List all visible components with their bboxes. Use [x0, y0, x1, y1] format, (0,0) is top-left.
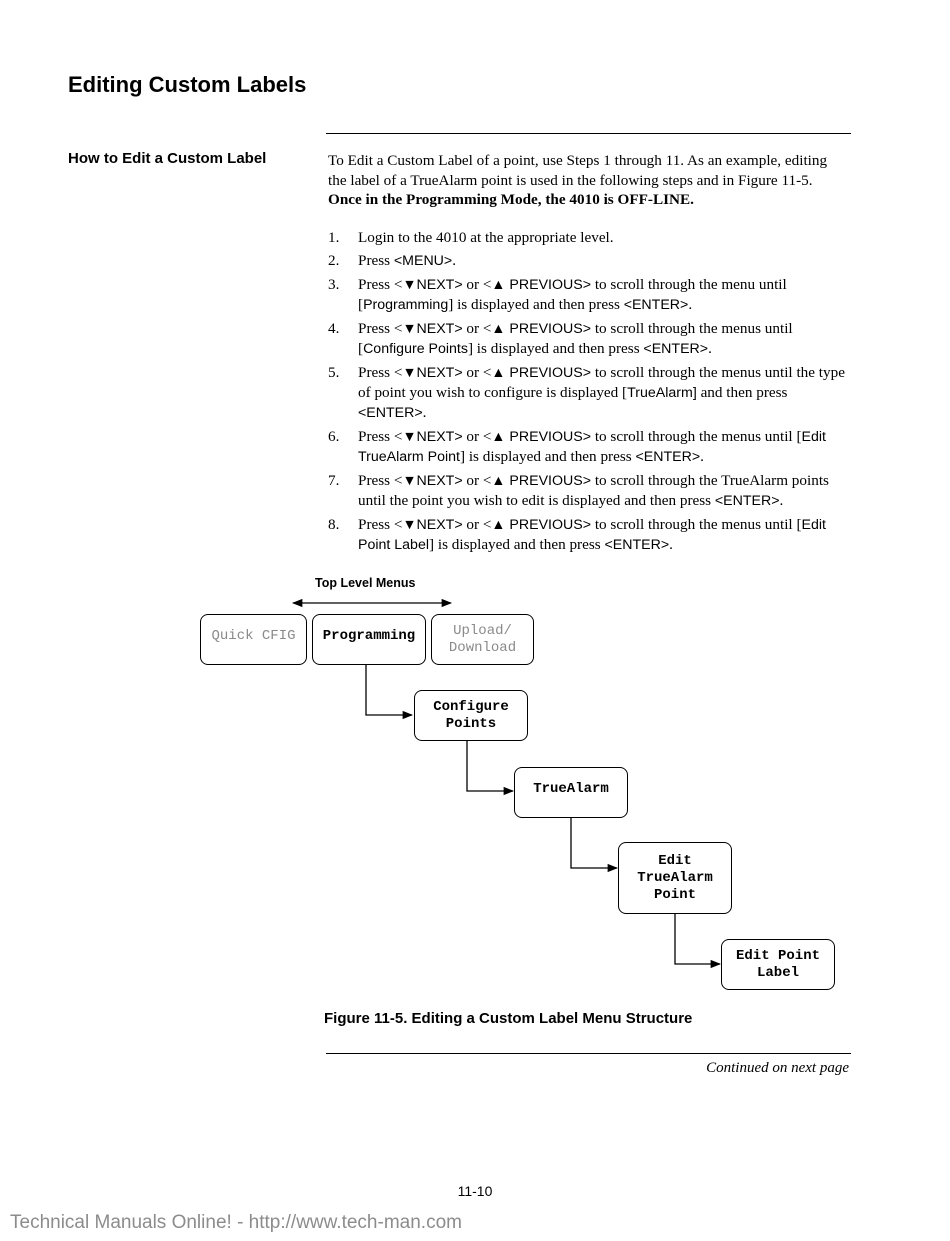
step-ui-text: ▼NEXT> [402, 473, 463, 489]
step-ui-text: ▲ PREVIOUS> [491, 277, 592, 293]
step-text: to scroll through the menus until [ [591, 428, 802, 445]
step-text: ] is displayed and then press [448, 296, 624, 313]
step-text: Press < [358, 364, 403, 381]
step-text: . [452, 252, 457, 269]
step-number: 3. [328, 276, 340, 293]
page-number: 11-10 [457, 1183, 493, 1199]
step-item [328, 275, 851, 315]
step-ui-text: Programming [363, 297, 449, 313]
truealarm-box: TrueAlarm [514, 767, 628, 818]
step-item [328, 228, 851, 247]
step-ui-text: ▲ PREVIOUS> [491, 365, 592, 381]
step-ui-text: <ENTER> [604, 537, 670, 553]
intro-warning: Once in the Programming Mode, the 4010 is OFF-LINE. [328, 191, 694, 208]
step-ui-text: Edit Point Label [358, 517, 826, 553]
step-text: . [688, 296, 693, 313]
step-text: to scroll through the menus until the type of point you wish to configure is displayed [ [358, 364, 845, 401]
edit-point-label-box: Edit Point Label [721, 939, 835, 990]
step-text: . [708, 340, 712, 357]
step-ui-text: ▲ PREVIOUS> [491, 473, 592, 489]
step-ui-text: ▼NEXT> [402, 365, 463, 381]
step-text: Press < [358, 276, 403, 293]
step-ui-text: ▲ PREVIOUS> [491, 321, 592, 337]
step-item [328, 471, 851, 511]
step-ui-text: ▼NEXT> [402, 277, 463, 293]
step-ui-text: <MENU> [393, 253, 453, 269]
step-text: . [700, 448, 704, 465]
step-text: or < [462, 320, 492, 337]
step-ui-text: TrueAlarm] [627, 385, 697, 401]
step-item [328, 319, 851, 359]
step-text: to scroll through the menus until [ [358, 320, 793, 357]
section-heading: How to Edit a Custom Label [68, 150, 267, 167]
connector-configure-truealarm [467, 741, 513, 791]
step-ui-text: <ENTER> [714, 493, 780, 509]
connector-truealarm-edit [571, 817, 617, 868]
edit-truealarm-point-box: Edit TrueAlarm Point [618, 842, 732, 914]
connector-edit-label [675, 914, 720, 964]
step-number: 8. [328, 516, 340, 533]
step-number: 6. [328, 428, 340, 445]
intro-text: To Edit a Custom Label of a point, use Steps 1 through 11. As an example, editing the label of a TrueAlarm point is used in the following steps and in Figure 11-5. [328, 152, 828, 189]
configure-points-box: Configure Points [414, 690, 528, 741]
menu-structure-diagram [0, 570, 950, 1010]
step-text: to scroll through the menu until [ [358, 276, 787, 313]
step-ui-text: <ENTER> [635, 449, 701, 465]
step-text: to scroll through the TrueAlarm points until the point you wish to edit is displayed and then press [358, 472, 829, 509]
intro-paragraph [328, 151, 828, 210]
step-text: . [422, 404, 427, 421]
step-text: Press < [358, 516, 403, 533]
step-text: . [779, 492, 784, 509]
programming-box: Programming [312, 614, 426, 665]
step-item [328, 515, 851, 555]
step-ui-text: ▲ PREVIOUS> [491, 517, 592, 533]
step-ui-text: <ENTER> [623, 297, 689, 313]
step-text: Press < [358, 320, 403, 337]
step-ui-text: ▼NEXT> [402, 321, 463, 337]
step-text: Press [358, 252, 394, 269]
step-text: and then press [696, 384, 788, 401]
watermark: Technical Manuals Online! - http://www.tech-man.com [10, 1212, 462, 1233]
step-text: ] is displayed and then press [459, 448, 636, 465]
quick-cfig-box: Quick CFIG [200, 614, 307, 665]
step-number: 5. [328, 364, 340, 381]
step-item [328, 363, 851, 423]
step-number: 1. [328, 229, 340, 246]
step-text: Login to the 4010 at the appropriate level. [358, 229, 614, 246]
step-ui-text: <ENTER> [643, 341, 709, 357]
step-text: to scroll through the menus until [ [591, 516, 802, 533]
step-ui-text: ▲ PREVIOUS> [491, 429, 592, 445]
bottom-divider [326, 1053, 851, 1054]
step-text: . [669, 536, 673, 553]
step-ui-text: ▼NEXT> [402, 517, 463, 533]
connector-programming-configure [366, 665, 412, 715]
step-text: or < [462, 364, 492, 381]
figure-caption: Figure 11-5. Editing a Custom Label Menu Structure [324, 1010, 693, 1027]
step-text: ] is displayed and then press [429, 536, 605, 553]
continued-note: Continued on next page [706, 1060, 849, 1076]
steps-list [328, 228, 851, 559]
step-text: or < [462, 428, 492, 445]
step-number: 4. [328, 320, 340, 337]
step-number: 7. [328, 472, 340, 489]
step-text: Press < [358, 472, 403, 489]
step-ui-text: Edit TrueAlarm Point [358, 429, 826, 465]
step-item [328, 251, 851, 271]
upload-download-box: Upload/ Download [431, 614, 534, 665]
page-title: Editing Custom Labels [68, 72, 307, 97]
step-ui-text: <ENTER> [358, 405, 423, 421]
step-text: or < [462, 276, 492, 293]
step-text: or < [462, 516, 492, 533]
step-ui-text: ▼NEXT> [402, 429, 463, 445]
step-number: 2. [328, 252, 340, 269]
step-ui-text: Configure Points [363, 341, 468, 357]
top-divider [326, 133, 851, 134]
step-text: ] is displayed and then press [467, 340, 644, 357]
step-text: or < [462, 472, 492, 489]
step-item [328, 427, 851, 467]
step-text: Press < [358, 428, 403, 445]
top-level-menus-label: Top Level Menus [315, 576, 416, 590]
